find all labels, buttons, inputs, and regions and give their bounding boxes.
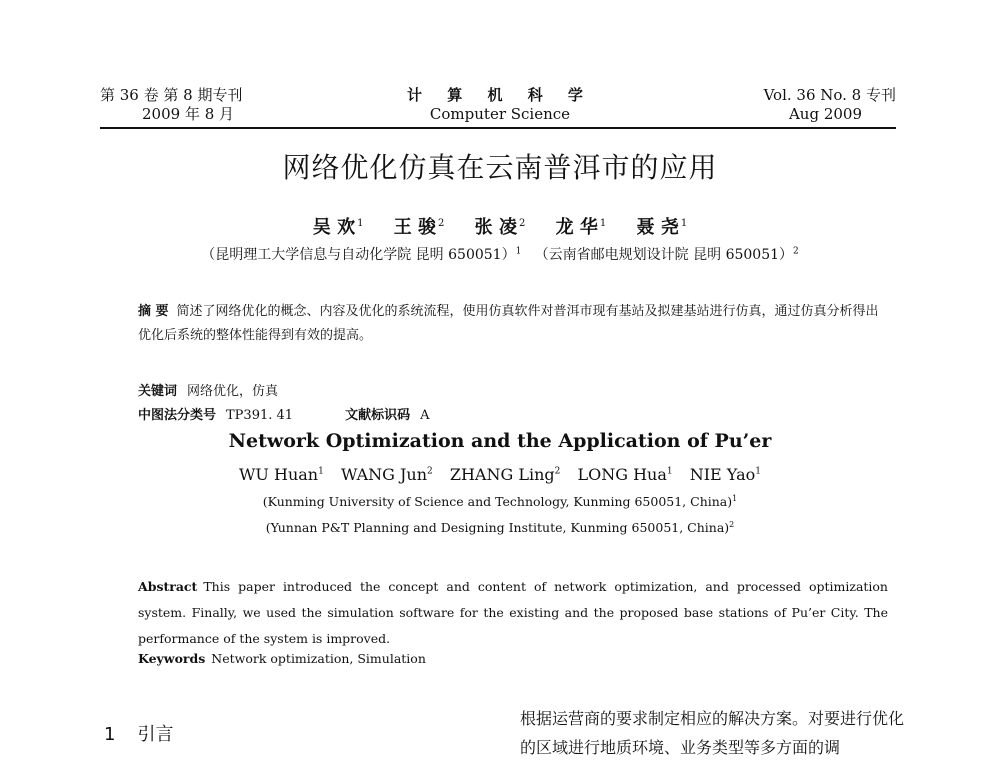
volume-issue: 第 36 卷 第 8 期专刊	[100, 86, 243, 104]
author-zh: 张 凌 $^2$	[474, 217, 526, 238]
affiliation-en: (Kunming University of Science and Technology, Kunming 650051, China)$^1$	[262, 494, 738, 510]
author-en: LONG Hua$^1$	[577, 465, 673, 484]
abstract-zh-text: 简述了网络优化的概念、内容及优化的系统流程，使用仿真软件对普洱市现有基站及拟建基站进行仿真，通过仿真分析得出优化后系统的整体性能得到有效的提高。	[138, 304, 879, 343]
paper-title-zh: 网络优化仿真在云南普洱市的应用	[282, 151, 718, 184]
journal-name-en: Computer Science	[429, 105, 571, 123]
author-zh: 吴 欢 $^1$	[312, 217, 364, 238]
author-en: NIE Yao$^1$	[689, 465, 762, 484]
author-en: WANG Jun$^2$	[340, 465, 433, 484]
publication-date: 2009 年 8 月	[142, 105, 235, 123]
affiliations-zh	[0, 244, 1000, 264]
paper-title-en: Network Optimization and the Application of Pu’er	[228, 430, 772, 452]
document-code-value: A	[420, 408, 430, 423]
keywords-zh-label: 关键词	[138, 384, 178, 399]
keywords-zh	[138, 380, 429, 404]
section-title: 引言	[137, 724, 174, 745]
affiliation-zh: （昆明理工大学信息与自动化学院 昆明 650051）$^1$	[201, 246, 522, 263]
document-code-label: 文献标识码	[345, 408, 411, 423]
volume-issue-en: Vol. 36 No. 8 专刊	[763, 86, 896, 104]
journal-name-zh: 计 算 机 科 学	[407, 86, 593, 104]
classification-line	[138, 404, 429, 428]
abstract-en-label: Abstract	[138, 579, 198, 594]
journal-name	[380, 86, 620, 124]
section-heading	[104, 720, 173, 746]
author-zh: 聂 尧 $^1$	[636, 217, 688, 238]
author-en: WU Huan$^1$	[238, 465, 324, 484]
author-list-zh	[0, 213, 1000, 239]
abstract-zh-label: 摘 要	[138, 304, 169, 319]
journal-volume-info	[100, 86, 300, 124]
affiliation-en: (Yunnan P&T Planning and Designing Institute, Kunming 650051, China)$^2$	[265, 520, 735, 536]
body-text-right-column: 根据运营商的要求制定相应的解决方案。对要进行优化的区域进行地质环境、业务类型等多方面的调	[520, 709, 905, 757]
affiliation-zh: （云南省邮电规划设计院 昆明 650051）$^2$	[534, 246, 799, 263]
abstract-zh	[138, 300, 888, 348]
keywords-and-classification-zh	[138, 380, 429, 428]
header-rule	[100, 127, 896, 129]
keywords-en	[138, 651, 426, 666]
journal-volume-info-en	[700, 86, 896, 124]
classification-label: 中图法分类号	[138, 408, 217, 423]
section-number: 1	[104, 724, 116, 745]
author-list-en	[0, 465, 1000, 484]
keywords-en-text: Network optimization, Simulation	[211, 651, 426, 666]
publication-date-en: Aug 2009	[788, 105, 862, 123]
keywords-zh-text: 网络优化，仿真	[187, 384, 279, 399]
author-zh: 王 骏 $^2$	[393, 217, 445, 238]
classification-value: TP391. 41	[226, 408, 294, 423]
abstract-en-text: This paper introduced the concept and content of network optimization, and processed optimization system. Finally, we used the simulation software for the existing and the proposed base stations of Pu’er City. The performance of the system is improved.	[138, 579, 888, 646]
abstract-en	[138, 574, 888, 652]
author-en: ZHANG Ling$^2$	[449, 465, 561, 484]
keywords-en-label: Keywords	[138, 651, 206, 666]
author-zh: 龙 华 $^1$	[555, 217, 607, 238]
